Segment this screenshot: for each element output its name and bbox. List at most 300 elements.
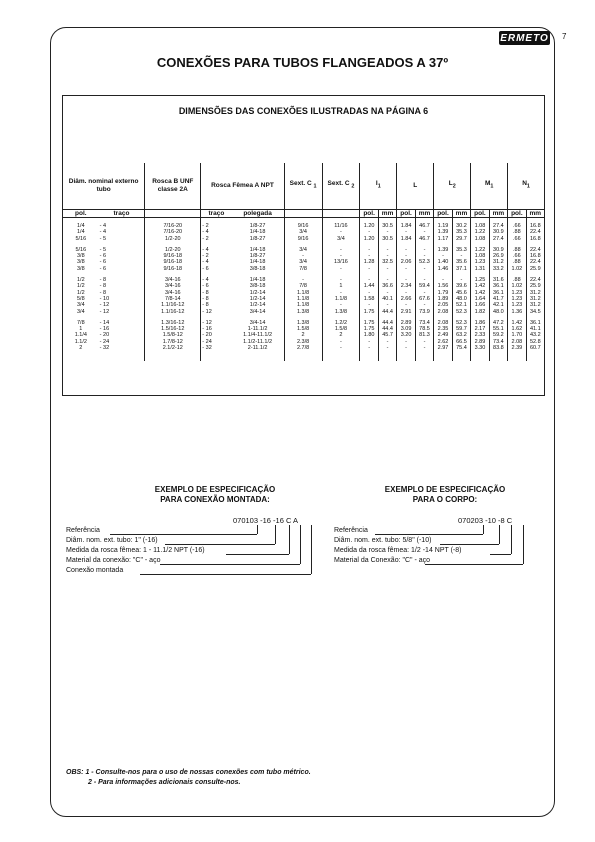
- table-cell: - 6: [201, 266, 232, 272]
- table-cell: - 4: [99, 229, 107, 236]
- table-cell: - 5: [99, 246, 107, 253]
- table-cell: -: [397, 229, 415, 235]
- table-cell: 22.4: [526, 247, 544, 253]
- table-cell: 2.49: [434, 332, 452, 338]
- table-cell: -: [397, 253, 415, 259]
- head-i1: [360, 163, 397, 209]
- table-cell: - 6: [201, 283, 232, 289]
- table-cell: -: [378, 339, 396, 345]
- table-cell: 1.20: [360, 223, 378, 229]
- table-cell: 22.4: [526, 259, 544, 265]
- head-l2: [434, 163, 471, 209]
- table-cell: 3/4-16: [145, 283, 201, 289]
- leader-line: [523, 525, 524, 564]
- table-cell: 25.9: [526, 283, 544, 289]
- table-cell: 1.1/2-11.1/2: [243, 338, 273, 345]
- table-cell: 1.84: [397, 236, 415, 242]
- head-c1-sub: 1: [313, 183, 317, 190]
- table-cell: -: [360, 339, 378, 345]
- table-cell: 1.5/8: [322, 326, 360, 332]
- table-cell: 1.56: [434, 283, 452, 289]
- spec-right-title-2: PARA O CORPO:: [412, 495, 478, 504]
- table-cell: - 8: [99, 277, 107, 284]
- table-cell: -: [434, 277, 452, 283]
- table-cell: 2.33: [471, 332, 489, 338]
- table-cell: 2: [79, 345, 83, 352]
- table-cell: 16.8: [526, 236, 544, 242]
- head-m1-label: M: [484, 180, 491, 188]
- table-cell: 41.1: [526, 326, 544, 332]
- leader-line: [511, 525, 512, 554]
- sub-pol: pol.: [63, 209, 99, 218]
- table-cell: -: [360, 345, 378, 351]
- table-cell: 3/8: [77, 265, 85, 272]
- table-cell: 48.0: [452, 296, 470, 302]
- table-cell: -: [397, 266, 415, 272]
- table-cell: -: [378, 290, 396, 296]
- table-cell: 1.1/8: [284, 290, 322, 296]
- table-cell: 1.02: [508, 283, 526, 289]
- table-cell: 66.5: [452, 339, 470, 345]
- table-cell: 3/4: [77, 302, 85, 309]
- table-cell: 1/8-27: [249, 223, 266, 229]
- table-cell: 1.31: [471, 266, 489, 272]
- table-cell: 1-11.1/2: [247, 326, 268, 333]
- sub-blank: [145, 209, 201, 218]
- table-cell: 1.23: [508, 290, 526, 296]
- head-n1-label: N: [522, 180, 527, 188]
- table-cell: 7/16-20: [145, 229, 201, 235]
- table-cell: - 32: [201, 345, 232, 351]
- table-cell: -: [360, 229, 378, 235]
- table-cell: 9/16-18: [145, 253, 201, 259]
- table-cell: 1/8-27: [249, 235, 266, 242]
- table-cell: 1/2-14: [249, 302, 266, 309]
- table-cell: 33.2: [489, 266, 507, 272]
- table-cell: 1.84: [397, 223, 415, 229]
- table-cell: 60.7: [526, 345, 544, 351]
- table-cell: - 12: [99, 302, 110, 309]
- table-cell: 5/16: [75, 246, 87, 253]
- table-cell: 1.86: [471, 320, 489, 326]
- table-cell: -: [322, 253, 360, 259]
- table-cell: 1.1/8: [284, 296, 322, 302]
- table-cell: - 8: [99, 283, 107, 290]
- head-c2-sub: 2: [351, 183, 355, 190]
- table-cell: 2.08: [434, 309, 452, 315]
- table-cell: 1/2-20: [145, 247, 201, 253]
- table-cell: 31.2: [489, 259, 507, 265]
- table-cell: 1.08: [471, 236, 489, 242]
- table-cell: 1/4-18: [249, 259, 266, 266]
- table-cell: 46.7: [415, 236, 433, 242]
- table-cell: 29.7: [452, 236, 470, 242]
- table-cell: 1.28: [360, 259, 378, 265]
- sub-blank: [284, 209, 322, 218]
- head-i1-label: I: [375, 180, 378, 188]
- table-cell: 1.20: [360, 236, 378, 242]
- table-cell: 30.5: [378, 236, 396, 242]
- ermeto-logo: ERMETO: [500, 32, 549, 44]
- sub-mm-m: mm: [489, 209, 507, 218]
- leader-line: [490, 554, 511, 555]
- sub-traco: traço: [99, 209, 145, 218]
- table-cell: - 8: [201, 302, 232, 308]
- table-cell: -: [360, 290, 378, 296]
- head-m1: [471, 163, 508, 209]
- table-cell: 1/2: [77, 277, 85, 284]
- table-cell: - 4: [99, 223, 107, 229]
- table-cell: 1.3/8: [322, 309, 360, 315]
- row-spacer: [63, 351, 544, 361]
- table-cell: 1.42: [471, 290, 489, 296]
- table-cell: 35.3: [452, 247, 470, 253]
- table-cell: 1.1/4-11.1/2: [243, 332, 273, 339]
- table-cell: 1.42: [471, 283, 489, 289]
- table-cell: 1.23: [508, 296, 526, 302]
- table-cell: 67.6: [415, 296, 433, 302]
- table-cell: 16.8: [526, 223, 544, 229]
- table-cell: 1.5/16-12: [145, 326, 201, 332]
- obs-line-2: 2 - Para informações adicionais consulte-nos.: [88, 779, 241, 786]
- table-cell: 1.39: [434, 247, 452, 253]
- table-cell: 2.97: [434, 345, 452, 351]
- spec-right-label-3: Material da Conexão: "C" - aço: [334, 557, 431, 564]
- table-cell: 7/8-14: [145, 296, 201, 302]
- table-cell: - 4: [201, 259, 232, 265]
- spec-left-title-1: EXEMPLO DE ESPECIFICAÇÃO: [154, 485, 276, 494]
- table-cell: 3/4: [284, 229, 322, 235]
- table-cell: -: [397, 247, 415, 253]
- table-cell: 1/2: [77, 289, 85, 296]
- table-cell: 1.3/16-12: [145, 320, 201, 326]
- table-cell: -: [322, 339, 360, 345]
- table-cell: -: [322, 266, 360, 272]
- leader-line: [275, 525, 276, 544]
- table-cell: 16.8: [526, 253, 544, 259]
- head-rosca-b: Rosca B UNF classe 2A: [145, 163, 201, 209]
- table-cell: 2.17: [471, 326, 489, 332]
- table-cell: 1/2-14: [249, 295, 266, 302]
- table-cell: - 2: [201, 223, 232, 229]
- table-cell: 5/8: [77, 295, 85, 302]
- table-cell: 36.6: [378, 283, 396, 289]
- table-cell: 3/4-16: [145, 290, 201, 296]
- table-cell: 22.4: [526, 277, 544, 283]
- table-cell: -: [415, 253, 433, 259]
- leader-line: [300, 525, 301, 564]
- table-cell: 81.3: [415, 332, 433, 338]
- table-cell: 1/2: [77, 283, 85, 290]
- obs-line-1: OBS: 1 - Consulte-nos para o uso de nossas conexões com tubo métrico.: [66, 769, 311, 776]
- table-cell: -: [415, 339, 433, 345]
- table-cell: 30.9: [489, 247, 507, 253]
- table-cell: 9/16-18: [145, 266, 201, 272]
- table-cell: - 24: [201, 339, 232, 345]
- table-cell: 2.3/8: [284, 339, 322, 345]
- table-cell: 13/16: [322, 259, 360, 265]
- table-cell: - 8: [201, 296, 232, 302]
- table-cell: 1.42: [508, 320, 526, 326]
- spec-left-title: [120, 485, 310, 505]
- table-cell: -: [415, 277, 433, 283]
- table-cell: - 32: [99, 345, 110, 352]
- table-cell: 40.1: [378, 296, 396, 302]
- spec-right-code: 070203 -10 -8 C: [458, 516, 513, 525]
- table-cell: 34.5: [526, 309, 544, 315]
- table-cell: -: [378, 247, 396, 253]
- table-cell: -: [378, 277, 396, 283]
- table-cell: -: [378, 266, 396, 272]
- table-cell: .66: [508, 236, 526, 242]
- table-cell: - 16: [201, 326, 232, 332]
- sub-polegada: polegada: [232, 209, 285, 218]
- table-cell: 31.2: [526, 290, 544, 296]
- table-cell: 3/4-14: [249, 308, 266, 315]
- table-cell: -: [415, 229, 433, 235]
- table-cell: 1: [322, 283, 360, 289]
- table-cell: 3/4: [322, 236, 360, 242]
- table-cell: 1.80: [360, 332, 378, 338]
- table-cell: 3.20: [397, 332, 415, 338]
- table-cell: -: [284, 277, 322, 283]
- table-body: [63, 218, 544, 362]
- table-cell: 63.2: [452, 332, 470, 338]
- table-cell: 59.7: [452, 326, 470, 332]
- table-cell: 2.91: [397, 309, 415, 315]
- spec-right-title-1: EXEMPLO DE ESPECIFICAÇÃO: [384, 485, 506, 494]
- table-cell: 3.30: [471, 345, 489, 351]
- table-cell: 3/4-16: [145, 277, 201, 283]
- table-cell: 45.7: [378, 332, 396, 338]
- table-cell: 1.1/8: [284, 302, 322, 308]
- table-cell: 52.8: [526, 339, 544, 345]
- table-cell: 1.89: [434, 296, 452, 302]
- sub-blank: [322, 209, 360, 218]
- table-cell: 1.44: [360, 283, 378, 289]
- table-cell: - 8: [201, 290, 232, 296]
- table-cell: - 4: [201, 247, 232, 253]
- dimensions-table: [63, 163, 544, 361]
- head-m1-sub: 1: [490, 183, 494, 190]
- leader-line: [257, 525, 258, 534]
- table-cell: - 12: [201, 309, 232, 315]
- table-cell: 2.06: [397, 259, 415, 265]
- table-cell: 1.23: [508, 302, 526, 308]
- table-cell: 2.89: [471, 339, 489, 345]
- table-cell: 78.5: [415, 326, 433, 332]
- table-cell: 2.08: [434, 320, 452, 326]
- table-cell: 3/8-18: [249, 265, 266, 272]
- table-cell: 1.19: [434, 223, 452, 229]
- head-c2: [322, 163, 360, 209]
- table-cell: 35.3: [452, 229, 470, 235]
- table-cell: -: [397, 339, 415, 345]
- table-cell: 37.1: [452, 266, 470, 272]
- table-cell: 1.5/8-12: [145, 332, 201, 338]
- sub-pol-i: pol.: [360, 209, 378, 218]
- table-cell: 1.23: [471, 259, 489, 265]
- table-cell: 32.5: [378, 259, 396, 265]
- table-cell: -: [378, 302, 396, 308]
- table-cell: 5/16: [75, 235, 87, 242]
- table-cell: 2.35: [434, 326, 452, 332]
- leader-line: [483, 525, 484, 534]
- table-cell: 2: [322, 332, 360, 338]
- sub-pol-m: pol.: [471, 209, 489, 218]
- leader-line: [311, 525, 312, 574]
- table-cell: 1.7/8-12: [145, 339, 201, 345]
- sub-pol-l2: pol.: [434, 209, 452, 218]
- table-cell: 59.4: [415, 283, 433, 289]
- table-cell: 46.7: [415, 223, 433, 229]
- table-cell: - 20: [99, 332, 110, 339]
- table-cell: 36.1: [489, 283, 507, 289]
- table-cell: 1.39: [434, 229, 452, 235]
- table-cell: 1.64: [471, 296, 489, 302]
- head-l2-sub: 2: [452, 183, 456, 190]
- table-cell: .88: [508, 247, 526, 253]
- table-cell: 1.02: [508, 266, 526, 272]
- table-cell: 1.66: [471, 302, 489, 308]
- spec-left-title-2: PARA CONEXÃO MONTADA:: [160, 495, 270, 504]
- table-cell: - 20: [201, 332, 232, 338]
- table-cell: - 10: [99, 295, 110, 302]
- table-cell: -: [322, 345, 360, 351]
- table-cell: 26.9: [489, 253, 507, 259]
- table-cell: 2.05: [434, 302, 452, 308]
- head-rosca-a: Rosca Fêmea A NPT: [201, 163, 284, 209]
- table-cell: 3/4-14: [249, 319, 266, 326]
- table-cell: -: [360, 247, 378, 253]
- table-cell: -: [397, 277, 415, 283]
- table-cell: 1/4: [77, 229, 85, 236]
- table-cell: 1.62: [508, 326, 526, 332]
- table-cell: 31.2: [526, 302, 544, 308]
- table-cell: - 6: [99, 265, 107, 272]
- table-cell: 22.4: [526, 229, 544, 235]
- table-cell: 52.1: [452, 302, 470, 308]
- head-l: L: [397, 163, 434, 209]
- table-cell: - 6: [99, 259, 107, 266]
- table-cell: -: [378, 229, 396, 235]
- table-cell: 1.08: [471, 253, 489, 259]
- table-cell: .88: [508, 277, 526, 283]
- table-cell: 1.22: [471, 247, 489, 253]
- table-cell: 1.40: [434, 259, 452, 265]
- table-cell: 30.2: [452, 223, 470, 229]
- table-cell: 1.1/8: [322, 296, 360, 302]
- table-cell: 3/4: [77, 308, 85, 315]
- table-cell: -: [415, 345, 433, 351]
- table-cell: -: [360, 253, 378, 259]
- table-cell: 2: [284, 332, 322, 338]
- leader-line: [499, 525, 500, 544]
- table-cell: 27.4: [489, 236, 507, 242]
- table-cell: 52.3: [415, 259, 433, 265]
- leader-line: [110, 534, 257, 535]
- table-cell: 1.5/8: [284, 326, 322, 332]
- table-cell: - 4: [201, 229, 232, 235]
- table-cell: 3/8: [77, 259, 85, 266]
- leader-line: [375, 534, 483, 535]
- table-cell: 1.75: [360, 320, 378, 326]
- table-cell: .88: [508, 259, 526, 265]
- table-cell: - 5: [99, 235, 107, 242]
- table-cell: .66: [508, 223, 526, 229]
- spec-left-label-4: Conexão montada: [66, 567, 124, 574]
- table-cell: -: [397, 345, 415, 351]
- table-cell: 1.2/2: [322, 320, 360, 326]
- table-cell: -: [360, 302, 378, 308]
- spec-right-title: [350, 485, 540, 505]
- table-cell: 1/4-18: [249, 277, 266, 284]
- table-cell: 1.70: [508, 332, 526, 338]
- table-cell: 52.3: [452, 320, 470, 326]
- table-cell: 1/4: [77, 223, 85, 229]
- table-cell: 7/8: [77, 319, 85, 326]
- leader-line: [140, 574, 311, 575]
- table-cell: 73.4: [489, 339, 507, 345]
- table-cell: -: [415, 266, 433, 272]
- table-cell: - 4: [201, 277, 232, 283]
- table-cell: -: [434, 253, 452, 259]
- table-subtitle: DIMENSÕES DAS CONEXÕES ILUSTRADAS NA PÁGINA 6: [178, 106, 429, 116]
- table-cell: 1.08: [471, 223, 489, 229]
- table-cell: 7/8: [284, 266, 322, 272]
- head-c1: [284, 163, 322, 209]
- table-cell: 73.9: [415, 309, 433, 315]
- table-cell: 73.4: [415, 320, 433, 326]
- table-cell: 1.82: [471, 309, 489, 315]
- table-cell: 1.3/8: [284, 320, 322, 326]
- table-cell: 52.3: [452, 309, 470, 315]
- table-cell: 36.1: [489, 290, 507, 296]
- leader-line: [425, 564, 523, 565]
- table-cell: 44.4: [378, 326, 396, 332]
- table-cell: 2.08: [508, 339, 526, 345]
- table-cell: 1.58: [360, 296, 378, 302]
- sub-mm-l2: mm: [452, 209, 470, 218]
- head-l2-label: L: [448, 180, 453, 188]
- spec-right-label-0: Referência: [334, 527, 368, 534]
- table-cell: 3.09: [397, 326, 415, 332]
- sub-mm-l: mm: [415, 209, 433, 218]
- table-cell: 30.9: [489, 229, 507, 235]
- table-cell: 1.75: [360, 326, 378, 332]
- table-cell: 2.7/8: [284, 345, 322, 351]
- table-cell: - 8: [99, 289, 107, 296]
- table-cell: 48.0: [489, 309, 507, 315]
- table-cell: -: [397, 290, 415, 296]
- table-cell: -: [378, 253, 396, 259]
- table-cell: 42.1: [489, 302, 507, 308]
- table-cell: 1.46: [434, 266, 452, 272]
- table-cell: -: [452, 253, 470, 259]
- table-cell: -: [360, 277, 378, 283]
- table-cell: 7/8: [284, 283, 322, 289]
- table-cell: - 16: [99, 326, 110, 333]
- spec-right-label-1: Diâm. nom. ext. tubo: 5/8" (-10): [334, 537, 432, 544]
- table-cell: 1: [79, 326, 83, 333]
- table-cell: 2.66: [397, 296, 415, 302]
- leader-line: [289, 525, 290, 554]
- page-title: CONEXÕES PARA TUBOS FLANGEADOS A 37º: [156, 55, 449, 70]
- table-cell: 1.75: [360, 309, 378, 315]
- table-cell: -: [322, 247, 360, 253]
- table-cell: 9/16: [284, 223, 322, 229]
- table-cell: 2-11.1/2: [247, 345, 268, 352]
